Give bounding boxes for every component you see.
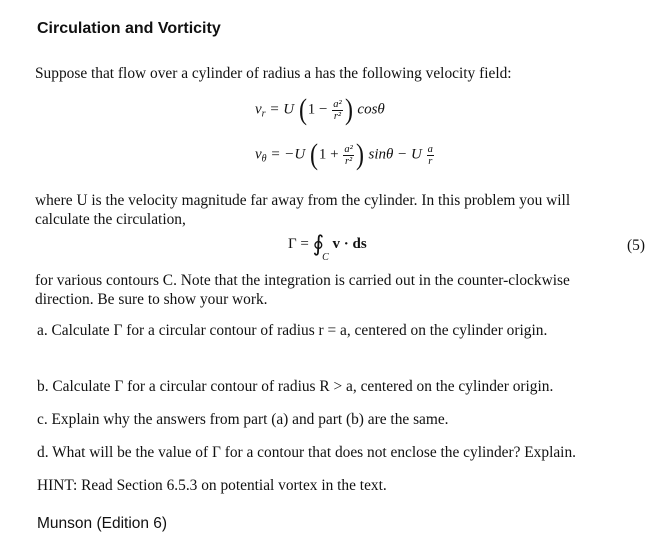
page-title: Circulation and Vorticity	[37, 20, 221, 37]
where-line-2: calculate the circulation,	[35, 211, 186, 228]
eq1-close-paren: )	[344, 93, 353, 126]
eq2-frac-num: a²	[344, 143, 353, 155]
eq2-open-paren: (	[309, 138, 318, 171]
equation-number: (5)	[627, 237, 645, 254]
eq2-lhs-sub: θ	[261, 153, 267, 165]
eq1-open-paren: (	[298, 93, 307, 126]
eq1-one: 1 −	[307, 101, 328, 118]
eq3-sub: C	[322, 252, 329, 263]
eq2-one: 1 +	[318, 146, 339, 163]
eq2-close-paren: )	[355, 138, 364, 171]
eq3-lhs: Γ =	[288, 236, 309, 252]
eq2-fraction	[343, 144, 353, 167]
part-c: c. Explain why the answers from part (a) and part (b) are the same.	[37, 411, 449, 428]
equation-vtheta	[255, 140, 435, 170]
eq2-eq: = −U	[270, 146, 306, 163]
eq2-frac2-den: r	[428, 155, 433, 167]
eq1-lhs-sub: r	[261, 108, 266, 120]
contours-line-1: for various contours C. Note that the integration is carried out in the counter-clockwise	[35, 272, 570, 289]
eq2-frac-den: r²	[344, 155, 353, 167]
equation-vr	[255, 95, 385, 125]
eq2-lhs: v	[255, 146, 262, 163]
hint-text: HINT: Read Section 6.5.3 on potential vortex in the text.	[37, 477, 387, 494]
eq1-trig: cosθ	[357, 101, 385, 118]
eq1-frac-den: r²	[333, 110, 342, 122]
eq1-lhs: v	[255, 101, 262, 118]
part-b: b. Calculate Γ for a circular contour of radius R > a, centered on the cylinder origin.	[37, 378, 554, 395]
eq3-integrand: v · ds	[332, 236, 367, 252]
part-d: d. What will be the value of Γ for a contour that does not enclose the cylinder? Explain.	[37, 444, 576, 461]
eq1-fraction	[332, 99, 342, 122]
contour-integral-icon: ∮	[312, 231, 325, 256]
equation-circulation	[288, 231, 367, 263]
contours-line-2: direction. Be sure to show your work.	[35, 291, 268, 308]
where-line-1: where U is the velocity magnitude far away from the cylinder. In this problem you will	[35, 192, 571, 209]
intro-text: Suppose that flow over a cylinder of radius a has the following velocity field:	[35, 65, 512, 82]
eq1-frac-num: a²	[333, 98, 342, 110]
eq2-frac2-num: a	[427, 143, 433, 155]
footer-source: Munson (Edition 6)	[37, 515, 168, 532]
eq1-eq: = U	[269, 101, 295, 118]
eq2-trig: sinθ − U	[368, 146, 422, 163]
part-a: a. Calculate Γ for a circular contour of radius r = a, centered on the cylinder origin.	[37, 322, 548, 339]
eq2-fraction-2	[427, 144, 434, 167]
